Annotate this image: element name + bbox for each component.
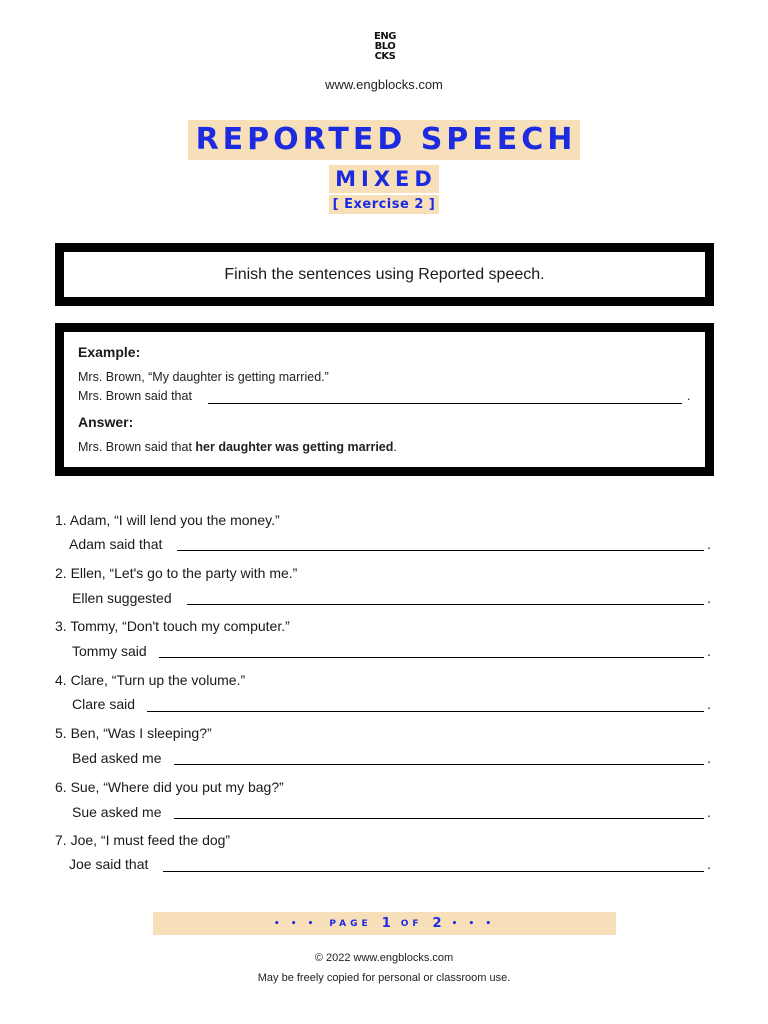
logo-line-2: BLO (374, 41, 396, 52)
instruction-text: Finish the sentences using Reported speech. (224, 265, 545, 283)
example-label: Example: (78, 344, 141, 360)
question-5-end: . (707, 750, 711, 766)
example-answer-line (208, 403, 682, 404)
page-dots-left: • • • (273, 918, 318, 929)
question-4-answer-line[interactable] (147, 711, 704, 712)
question-2-end: . (707, 590, 711, 606)
copyright: © 2022 www.engblocks.com (314, 952, 454, 964)
question-3-prompt: Tommy said (72, 643, 147, 659)
page-dots-right: • • • (451, 918, 496, 929)
engblocks-logo (369, 32, 401, 62)
question-6-quote: 6. Sue, “Where did you put my bag?” (55, 779, 284, 795)
example-end: . (687, 389, 691, 403)
logo-line-3: CKS (374, 51, 396, 62)
question-5-prompt: Bed asked me (72, 750, 162, 766)
question-6-prompt: Sue asked me (72, 804, 162, 820)
question-1-quote: 1. Adam, “I will lend you the money.” (55, 512, 280, 528)
page-total: 2 (432, 916, 442, 931)
example-box (55, 323, 714, 476)
logo-line-1: ENG (374, 31, 396, 42)
license-note: May be freely copied for personal or classroom use. (257, 972, 511, 984)
question-3-quote: 3. Tommy, “Don't touch my computer.” (55, 618, 290, 634)
question-4-prompt: Clare said (72, 696, 136, 712)
question-7-quote: 7. Joe, “I must feed the dog” (55, 832, 231, 848)
answer-prefix: Mrs. Brown said that (78, 440, 192, 454)
example-answer (78, 440, 397, 454)
example-quote: Mrs. Brown, “My daughter is getting married.” (78, 370, 329, 384)
question-2-quote: 2. Ellen, “Let's go to the party with me.” (55, 565, 298, 581)
page-title: REPORTED SPEECH (188, 120, 581, 160)
question-3-answer-line[interactable] (159, 657, 704, 658)
question-1-answer-line[interactable] (177, 550, 704, 551)
answer-label: Answer: (78, 414, 134, 430)
example-prompt: Mrs. Brown said that (78, 389, 192, 403)
page-word: PAGE (329, 918, 372, 929)
question-6-end: . (707, 804, 711, 820)
question-7-answer-line[interactable] (163, 871, 704, 872)
question-5-answer-line[interactable] (174, 764, 704, 765)
instruction-box (55, 243, 714, 306)
page-indicator (153, 912, 616, 935)
site-url[interactable]: www.engblocks.com (325, 77, 443, 92)
question-1-end: . (707, 536, 711, 552)
answer-bold: her daughter was getting married (195, 440, 394, 454)
question-7-end: . (707, 856, 711, 872)
question-3-end: . (707, 643, 711, 659)
question-4-end: . (707, 696, 711, 712)
page-subtitle: MIXED (329, 165, 439, 193)
answer-end: . (393, 440, 397, 454)
question-7-prompt: Joe said that (69, 856, 149, 872)
question-5-quote: 5. Ben, “Was I sleeping?” (55, 725, 212, 741)
page-number: 1 (381, 916, 391, 931)
question-2-prompt: Ellen suggested (72, 590, 172, 606)
of-word: OF (400, 918, 423, 929)
question-1-prompt: Adam said that (69, 536, 163, 552)
question-4-quote: 4. Clare, “Turn up the volume.” (55, 672, 246, 688)
question-6-answer-line[interactable] (174, 818, 704, 819)
question-2-answer-line[interactable] (187, 604, 704, 605)
exercise-label: [ Exercise 2 ] (329, 195, 440, 214)
